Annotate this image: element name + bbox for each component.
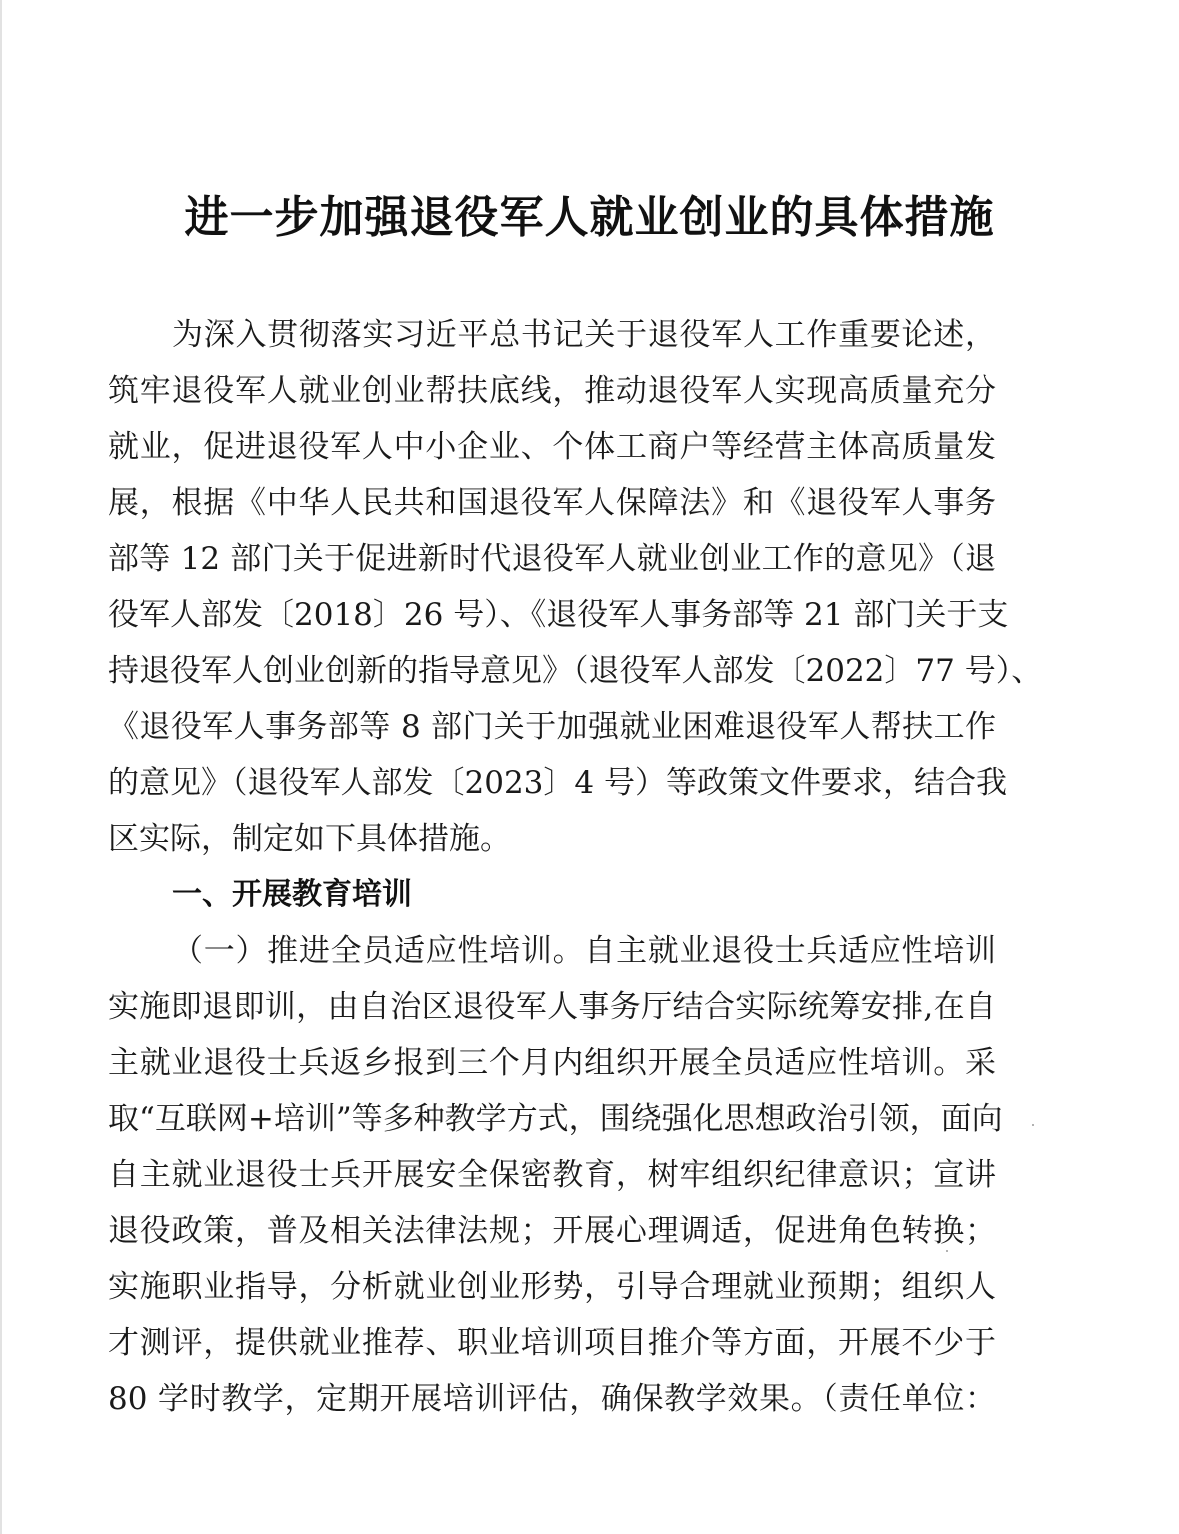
paragraph-line: （一）推进全员适应性培训。自主就业退役士兵适应性培训: [172, 933, 996, 969]
paragraph-line: 自主就业退役士兵开展安全保密教育，树牢组织纪律意识；宣讲: [108, 1157, 996, 1193]
paragraph-line: 主就业退役士兵返乡报到三个月内组织开展全员适应性培训。采: [108, 1045, 996, 1081]
paragraph-line: 的意见》（退役军人部发〔2023〕4 号）等政策文件要求，结合我: [108, 765, 1007, 801]
paragraph-line: 部等 12 部门关于促进新时代退役军人就业创业工作的意见》（退: [108, 541, 996, 577]
intro-paragraph: [108, 307, 1043, 867]
paragraph-line: 为深入贯彻落实习近平总书记关于退役军人工作重要论述，: [172, 317, 996, 353]
paragraph-line: 《退役军人事务部等 8 部门关于加强就业困难退役军人帮扶工作: [108, 709, 996, 745]
paragraph-line: 才测评，提供就业推荐、职业培训项目推介等方面，开展不少于: [108, 1325, 996, 1361]
paragraph-line: 退役政策，普及相关法律法规；开展心理调适，促进角色转换；: [108, 1213, 996, 1249]
section-heading: 一、开展教育培训: [172, 877, 412, 912]
paragraph-line: 实施即退即训，由自治区退役军人事务厅结合实际统筹安排,在自: [108, 989, 996, 1025]
paragraph-line: 区实际，制定如下具体措施。: [108, 821, 511, 857]
section-paragraph: [108, 923, 1003, 1427]
scan-speck: [946, 1250, 948, 1252]
paragraph-line: 展，根据《中华人民共和国退役军人保障法》和《退役军人事务: [108, 485, 996, 521]
paragraph-line: 筑牢退役军人就业创业帮扶底线，推动退役军人实现高质量充分: [108, 373, 996, 409]
paragraph-line: 80 学时教学，定期开展培训评估，确保教学效果。（责任单位：: [108, 1381, 996, 1417]
paragraph-line: 取“互联网+培训”等多种教学方式，围绕强化思想政治引领，面向: [108, 1101, 1003, 1137]
paragraph-line: 持退役军人创业创新的指导意见》（退役军人部发〔2022〕77 号）、: [108, 653, 1043, 689]
paragraph-line: 役军人部发〔2018〕26 号）、《退役军人事务部等 21 部门关于支: [108, 597, 1009, 633]
document-title: 进一步加强退役军人就业创业的具体措施: [184, 192, 995, 243]
document-body: [108, 307, 1043, 1427]
paragraph-line: 就业，促进退役军人中小企业、个体工商户等经营主体高质量发: [108, 429, 996, 465]
scan-speck: [1032, 1124, 1034, 1126]
paragraph-line: 实施职业指导，分析就业创业形势，引导合理就业预期；组织人: [108, 1269, 996, 1305]
